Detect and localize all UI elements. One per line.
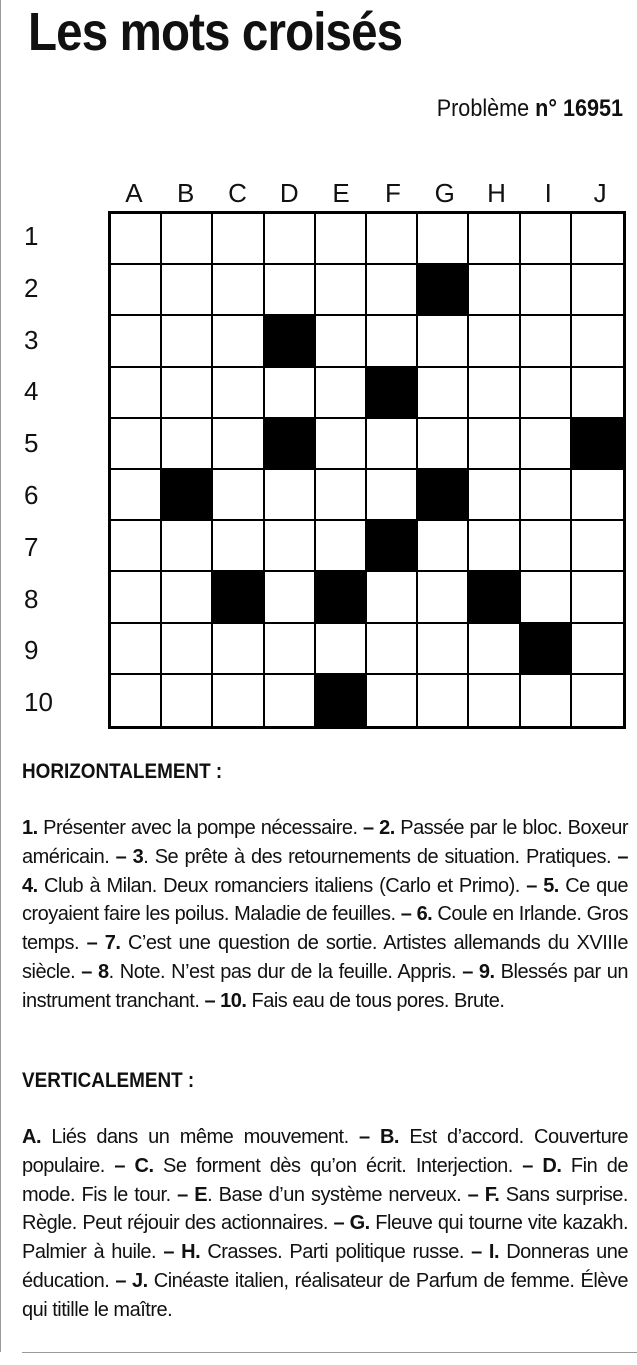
grid-cell[interactable] [111, 316, 162, 367]
clue-text: Est d’accord. Couverture populaire. [22, 1126, 628, 1177]
grid-cell[interactable] [111, 572, 162, 623]
grid-cell[interactable] [162, 419, 213, 470]
black-cell [521, 624, 572, 675]
page-title: Les mots croisés [28, 2, 403, 62]
clue-number: – C. [114, 1154, 154, 1177]
grid-cell[interactable] [521, 521, 572, 572]
grid-cell[interactable] [162, 572, 213, 623]
black-cell [162, 470, 213, 521]
grid-cell[interactable] [572, 214, 623, 265]
grid-cell[interactable] [213, 624, 264, 675]
black-cell [367, 368, 418, 419]
grid-cell[interactable] [316, 316, 367, 367]
clue-text: Présenter avec la pompe nécessaire. [37, 817, 364, 839]
grid-cell[interactable] [213, 316, 264, 367]
vertical-heading: VERTICALEMENT : [22, 1069, 195, 1092]
grid-cell[interactable] [316, 265, 367, 316]
clue-text: Passée par le bloc. Boxeur américain. [22, 817, 628, 868]
row-label: 7 [24, 531, 39, 562]
grid-cell[interactable] [265, 521, 316, 572]
clue [204, 990, 504, 1012]
grid-cell[interactable] [521, 265, 572, 316]
grid-cell[interactable] [572, 675, 623, 726]
grid-cell[interactable] [418, 368, 469, 419]
black-cell [265, 316, 316, 367]
clue-number: – 5. [526, 874, 559, 897]
black-cell [265, 419, 316, 470]
grid-cell[interactable] [162, 316, 213, 367]
row-label: 5 [24, 428, 39, 459]
clue-number: – F. [467, 1183, 500, 1206]
black-cell [418, 470, 469, 521]
row-label: 8 [24, 583, 39, 614]
column-label: C [228, 178, 247, 208]
clue-text: . Note. N’est pas dur de la feuille. Appris. [108, 960, 463, 983]
grid-cell[interactable] [521, 419, 572, 470]
row-label: 6 [24, 479, 39, 510]
grid-cell[interactable] [316, 470, 367, 521]
grid-cell[interactable] [521, 572, 572, 623]
grid-cell[interactable] [572, 265, 623, 316]
column-label: B [177, 178, 195, 208]
grid-cell[interactable] [265, 368, 316, 419]
row-labels [24, 211, 84, 729]
clue-number: – 8 [81, 960, 109, 983]
clue-number: A. [22, 1126, 41, 1148]
grid-cell[interactable] [162, 675, 213, 726]
grid-cell[interactable] [111, 368, 162, 419]
clue [22, 1126, 359, 1148]
clue-number: 1. [22, 817, 38, 839]
black-cell [418, 265, 469, 316]
grid-cell[interactable] [111, 675, 162, 726]
clue-text: Coule en Irlande. Gros temps. [22, 903, 629, 955]
grid-cell[interactable] [111, 214, 162, 265]
column-label: H [487, 178, 506, 208]
grid-cell[interactable] [111, 624, 162, 675]
clue [22, 817, 363, 839]
grid-cell[interactable] [418, 624, 469, 675]
grid-cell[interactable] [111, 521, 162, 572]
clue-text: Crasses. Parti politique russe. [200, 1241, 472, 1264]
left-rule [0, 0, 1, 1352]
column-label: E [332, 178, 350, 208]
grid-cell[interactable] [521, 675, 572, 726]
column-labels [108, 176, 626, 210]
grid-cell[interactable] [572, 368, 623, 419]
grid-cell[interactable] [367, 675, 418, 726]
clue-number: – E [177, 1183, 208, 1206]
grid-cell[interactable] [213, 265, 264, 316]
grid-cell[interactable] [469, 368, 520, 419]
clue-number: – I. [471, 1241, 500, 1264]
grid-cell[interactable] [521, 368, 572, 419]
clue [116, 846, 618, 868]
column-label: A [125, 178, 143, 208]
grid-cell[interactable] [469, 470, 520, 521]
grid-cell[interactable] [162, 624, 213, 675]
clue-number: – 9. [462, 960, 495, 983]
column-label: G [434, 178, 455, 208]
grid-cell[interactable] [367, 624, 418, 675]
grid-cell[interactable] [418, 675, 469, 726]
clue-text: Blessés par un instrument tranchant. [22, 960, 629, 1012]
black-cell [316, 572, 367, 623]
clue-number: – G. [333, 1212, 370, 1235]
problem-id: n° 16951 [535, 95, 623, 122]
clue [177, 1184, 467, 1206]
grid-cell[interactable] [316, 419, 367, 470]
horizontal-clues [22, 814, 628, 1016]
grid-cell[interactable] [572, 624, 623, 675]
grid-cell[interactable] [265, 624, 316, 675]
black-cell [316, 675, 367, 726]
clue-number: – 6. [400, 903, 433, 926]
grid-cell[interactable] [367, 214, 418, 265]
grid-cell[interactable] [521, 214, 572, 265]
clue-number: – J. [115, 1269, 148, 1292]
grid-cell[interactable] [213, 214, 264, 265]
grid-cell[interactable] [265, 572, 316, 623]
grid-cell[interactable] [111, 470, 162, 521]
clue-text: Se forment dès qu’on écrit. Interjection. [153, 1154, 523, 1177]
clue [81, 961, 462, 983]
clue-number: – 3 [115, 845, 144, 868]
problem-number [437, 94, 623, 124]
grid-cell[interactable] [572, 316, 623, 367]
grid-cell[interactable] [469, 521, 520, 572]
grid-cell[interactable] [572, 521, 623, 572]
clue [163, 1241, 471, 1263]
grid-cell[interactable] [316, 368, 367, 419]
clue-text: Cinéaste italien, réalisateur de Parfum de femme. Élève qui titille le maître. [22, 1269, 629, 1321]
clue-number: – 10. [204, 989, 247, 1012]
grid-cell[interactable] [469, 214, 520, 265]
vertical-clues [22, 1123, 628, 1325]
row-label: 9 [24, 635, 39, 666]
black-cell [213, 572, 264, 623]
clue-number: – D. [522, 1154, 562, 1177]
clue-text: . Se prête à des retournements de situation. Pratiques. [143, 845, 618, 868]
clue-number: – 2. [363, 817, 395, 839]
grid-cell[interactable] [367, 470, 418, 521]
grid-cell[interactable] [162, 265, 213, 316]
clue-number: – 7. [86, 932, 121, 955]
grid-cell[interactable] [469, 675, 520, 726]
column-label: I [544, 178, 552, 208]
grid-cell[interactable] [469, 265, 520, 316]
grid-cell[interactable] [213, 675, 264, 726]
row-label: 3 [24, 324, 39, 355]
clue-text: Fin de mode. Fis le tour. [22, 1154, 628, 1206]
grid-cell[interactable] [265, 265, 316, 316]
clue-text: Sans surprise. Règle. Peut réjouir des actionnaires. [22, 1183, 628, 1235]
grid-cell[interactable] [418, 521, 469, 572]
grid-cell[interactable] [111, 265, 162, 316]
black-cell [572, 419, 623, 470]
grid-cell[interactable] [521, 470, 572, 521]
bottom-rule [22, 1352, 637, 1353]
row-label: 4 [24, 376, 39, 407]
grid-cell[interactable] [367, 419, 418, 470]
grid-cell[interactable] [367, 265, 418, 316]
clue-text: Fais eau de tous pores. Brute. [246, 989, 505, 1012]
grid-cell[interactable] [367, 572, 418, 623]
clue-text: Liés dans un même mouvement. [41, 1126, 359, 1148]
grid-cell[interactable] [469, 624, 520, 675]
grid-cell[interactable] [316, 624, 367, 675]
clue-number: – H. [163, 1241, 201, 1264]
grid-cell[interactable] [111, 419, 162, 470]
clue-text: Ce que croyaient faire les poilus. Maladie de feuilles. [22, 874, 629, 926]
grid-cell[interactable] [162, 368, 213, 419]
grid-cell[interactable] [418, 214, 469, 265]
grid-cell[interactable] [367, 316, 418, 367]
grid-cell[interactable] [418, 419, 469, 470]
grid-cell[interactable] [213, 368, 264, 419]
grid-cell[interactable] [213, 419, 264, 470]
grid-cell[interactable] [265, 470, 316, 521]
grid-cell[interactable] [572, 572, 623, 623]
crossword-grid [108, 211, 626, 729]
grid-cell[interactable] [521, 316, 572, 367]
row-label: 10 [24, 687, 53, 718]
row-label: 1 [24, 221, 39, 251]
black-cell [469, 572, 520, 623]
clue-text: Club à Milan. Deux romanciers italiens (Carlo et Primo). [37, 874, 527, 897]
clue-number: – 4. [22, 845, 628, 897]
grid-cell[interactable] [418, 572, 469, 623]
clue-text: . Base d’un système nerveux. [207, 1183, 468, 1206]
clue [114, 1155, 522, 1177]
clue-text: Donneras une éducation. [22, 1241, 629, 1292]
grid-cell[interactable] [213, 521, 264, 572]
grid-cell[interactable] [418, 316, 469, 367]
grid-cell[interactable] [469, 316, 520, 367]
problem-label: Problème [436, 95, 530, 122]
clue-text: C’est une question de sortie. Artistes allemands du XVIIIe siècle. [22, 932, 628, 983]
grid-cell[interactable] [572, 470, 623, 521]
row-label: 2 [24, 272, 39, 303]
black-cell [367, 521, 418, 572]
horizontal-heading: HORIZONTALEMENT : [22, 760, 223, 783]
grid-cell[interactable] [265, 214, 316, 265]
clue-number: – B. [359, 1126, 399, 1148]
grid-cell[interactable] [265, 675, 316, 726]
grid-cell[interactable] [162, 521, 213, 572]
column-label: D [279, 178, 299, 208]
grid-cell[interactable] [213, 470, 264, 521]
grid-cell[interactable] [469, 419, 520, 470]
grid-cell[interactable] [316, 521, 367, 572]
grid-cell[interactable] [162, 214, 213, 265]
column-label: J [593, 178, 607, 208]
column-label: F [384, 178, 401, 208]
grid-cell[interactable] [316, 214, 367, 265]
clue-text: Fleuve qui tourne vite kazakh. Palmier à huile. [22, 1212, 628, 1264]
